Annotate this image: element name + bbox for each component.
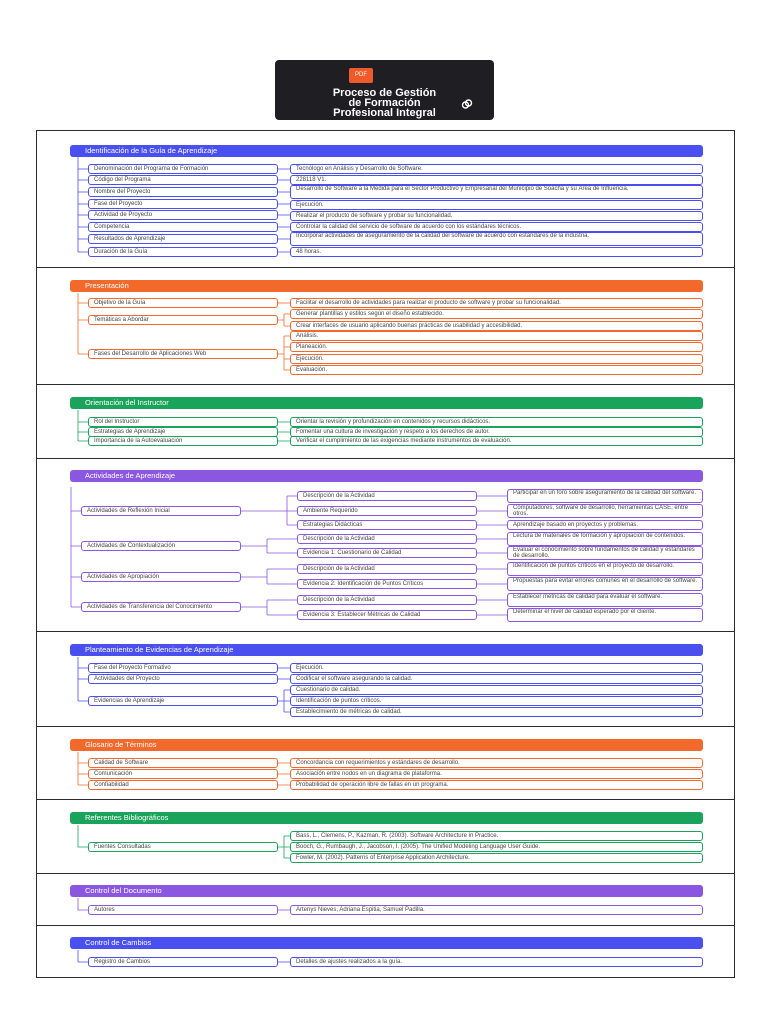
act-0-item-2: Estrategias Didácticas	[297, 520, 477, 530]
id-label-3: Fase del Proyecto	[88, 199, 278, 209]
page-title: Proceso de Gestión de Formación Profesional Integral	[332, 87, 437, 119]
pres-tematica-1: Crear interfaces de usuario aplicando buenas prácticas de usabilidad y accesibilidad.	[290, 321, 703, 331]
id-value-3: Ejecución.	[290, 200, 703, 210]
cd-label: Autores	[88, 905, 278, 915]
pl-evidencias-label: Evidencias de Aprendizaje	[88, 696, 278, 706]
section-header: Identificación de la Guía de Aprendizaje	[70, 145, 703, 157]
section-identificacion	[36, 130, 735, 267]
pres-tematica-0: Generar plantillas y estilos según el diseño establecido.	[290, 309, 703, 319]
section-presentacion	[36, 267, 735, 384]
id-label-0: Denominación del Programa de Formación	[88, 164, 278, 174]
gl-value-2: Probabilidad de operación libre de fallas en un programa.	[290, 780, 703, 790]
act-1-value-1: Evaluar el conocimiento sobre fundamentos de calidad y estándares de desarrollo.	[507, 546, 703, 560]
pl-value-1: Codificar el software asegurando la calidad.	[290, 674, 703, 684]
section-header: Orientación del Instructor	[70, 397, 703, 409]
section-control-cambios	[36, 925, 735, 978]
act-group-1: Actividades de Contextualización	[81, 541, 241, 551]
id-value-0: Tecnólogo en Análisis y Desarrollo de Software.	[290, 164, 703, 174]
or-label-1: Estrategias de Aprendizaje	[88, 427, 278, 437]
gl-value-1: Asociación entre nodos en un diagrama de plataforma.	[290, 769, 703, 779]
ref-value-0: Bass, L., Clemens, P., Kazman, R. (2003). Software Architecture in Practice.	[290, 831, 703, 841]
title-card	[275, 60, 494, 120]
ref-label: Fuentes Consultadas	[88, 842, 278, 852]
connector-lines	[37, 874, 736, 926]
act-group-0: Actividades de Reflexión Inicial	[81, 506, 241, 516]
act-0-item-0: Descripción de la Actividad	[297, 491, 477, 501]
ref-value-1: Booch, G., Rumbaugh, J., Jacobson, I. (2005). The Unified Modeling Language User Guide.	[290, 842, 703, 852]
act-0-value-0: Participar en un foro sobre aseguramiento de la calidad del software.	[507, 489, 703, 503]
gl-label-1: Comunicación	[88, 769, 278, 779]
id-label-5: Competencia	[88, 222, 278, 232]
cd-value: Artenys Nieves, Adriana Espitia, Samuel Padilla.	[290, 905, 703, 915]
pres-fase-0: Análisis.	[290, 331, 703, 341]
section-glosario	[36, 726, 735, 799]
section-orientacion	[36, 384, 735, 458]
pres-fases-label: Fases del Desarrollo de Aplicaciones Web	[88, 349, 278, 359]
pres-tematicas-label: Temáticas a Abordar	[88, 315, 278, 325]
gl-label-0: Calidad de Software	[88, 758, 278, 768]
section-control-documento	[36, 873, 735, 925]
act-group-3: Actividades de Transferencia del Conocimiento	[81, 602, 241, 612]
pl-evidencia-2: Establecimiento de métricas de calidad.	[290, 707, 703, 717]
pl-evidencia-1: Identificación de puntos críticos.	[290, 696, 703, 706]
pl-value-0: Ejecución.	[290, 663, 703, 673]
id-value-2: Desarrollo de Software a la Medida para el Sector Productivo y Empresarial del Municipio de Soacha y su Área de Influencia.	[290, 185, 703, 199]
id-label-1: Código del Programa	[88, 175, 278, 185]
id-label-7: Duración de la Guía	[88, 247, 278, 257]
section-header: Control de Cambios	[70, 937, 703, 949]
act-3-value-0: Establecer métricas de calidad para evaluar el software.	[507, 593, 703, 607]
act-1-item-1: Evidencia 1: Cuestionario de Calidad	[297, 548, 477, 558]
or-label-2: Importancia de la Autoevaluación	[88, 436, 278, 446]
link-icon[interactable]	[461, 98, 473, 110]
section-header: Glosario de Términos	[70, 739, 703, 751]
id-value-6: Incorporar actividades de aseguramiento de la calidad del software de acuerdo con estándares de la industria.	[290, 232, 703, 246]
or-value-0: Orientar la revisión y profundización en contenidos y recursos didácticos.	[290, 417, 703, 427]
pres-objetivo-value: Facilitar el desarrollo de actividades para realizar el producto de software y probar su funcionalidad.	[290, 298, 703, 308]
cc-value: Detalles de ajustes realizados a la guía.	[290, 957, 703, 967]
pres-fase-3: Evaluación.	[290, 365, 703, 375]
cc-label: Registro de Cambios	[88, 957, 278, 967]
act-1-value-0: Lectura de materiales de formación y apropiación de contenidos.	[507, 532, 703, 546]
section-header: Referentes Bibliográficos	[70, 812, 703, 824]
act-3-value-1: Determinar el nivel de calidad esperado por el cliente.	[507, 608, 703, 622]
id-label-4: Actividad de Proyecto	[88, 210, 278, 220]
pres-objetivo-label: Objetivo de la Guía	[88, 298, 278, 308]
id-value-5: Controlar la calidad del servicio de software de acuerdo con los estándares técnicos.	[290, 222, 703, 232]
or-value-1: Fomentar una cultura de investigación y respeto a los derechos de autor.	[290, 427, 703, 437]
act-group-2: Actividades de Apropiación	[81, 572, 241, 582]
pl-label-1: Actividades del Proyecto	[88, 674, 278, 684]
act-1-item-0: Descripción de la Actividad	[297, 534, 477, 544]
act-0-value-2: Aprendizaje basado en proyectos y problemas.	[507, 520, 703, 530]
id-label-6: Resultados de Aprendizaje	[88, 234, 278, 244]
section-header: Presentación	[70, 280, 703, 292]
act-3-item-0: Descripción de la Actividad	[297, 595, 477, 605]
id-value-7: 48 horas.	[290, 247, 703, 257]
section-actividades	[36, 458, 735, 631]
id-value-4: Realizar el producto de software y probar su funcionalidad.	[290, 211, 703, 221]
section-planteamiento	[36, 631, 735, 726]
act-0-value-1: Computadores, software de desarrollo, herramientas CASE, entre otros.	[507, 504, 703, 518]
pl-label-0: Fase del Proyecto Formativo	[88, 663, 278, 673]
pres-fase-1: Planeación.	[290, 342, 703, 352]
ref-value-2: Fowler, M. (2002). Patterns of Enterprise Application Architecture.	[290, 853, 703, 863]
connector-lines	[37, 926, 736, 979]
act-2-value-0: Identificación de puntos críticos en el proyecto de desarrollo.	[507, 562, 703, 576]
act-2-item-0: Descripción de la Actividad	[297, 564, 477, 574]
or-label-0: Rol del Instructor	[88, 417, 278, 427]
section-header: Planteamiento de Evidencias de Aprendizaje	[70, 644, 703, 656]
pres-fase-2: Ejecución.	[290, 354, 703, 364]
act-3-item-1: Evidencia 3: Establecer Métricas de Calidad	[297, 610, 477, 620]
section-header: Actividades de Aprendizaje	[70, 470, 703, 482]
pdf-badge: PDF	[349, 68, 373, 83]
act-0-item-1: Ambiente Requerido	[297, 506, 477, 516]
or-value-2: Verificar el cumplimiento de las exigencias mediante instrumentos de evaluación.	[290, 436, 703, 446]
id-value-1: 228118 V1.	[290, 175, 703, 185]
act-2-item-1: Evidencia 2: Identificación de Puntos Críticos	[297, 579, 477, 589]
pl-evidencia-0: Cuestionario de calidad.	[290, 685, 703, 695]
act-2-value-1: Propuestas para evitar errores comunes en el desarrollo de software.	[507, 577, 703, 591]
section-header: Control del Documento	[70, 885, 703, 897]
gl-label-2: Confiabilidad	[88, 780, 278, 790]
id-label-2: Nombre del Proyecto	[88, 187, 278, 197]
gl-value-0: Concordancia con requerimientos y estándares de desarrollo.	[290, 758, 703, 768]
section-referentes	[36, 799, 735, 873]
